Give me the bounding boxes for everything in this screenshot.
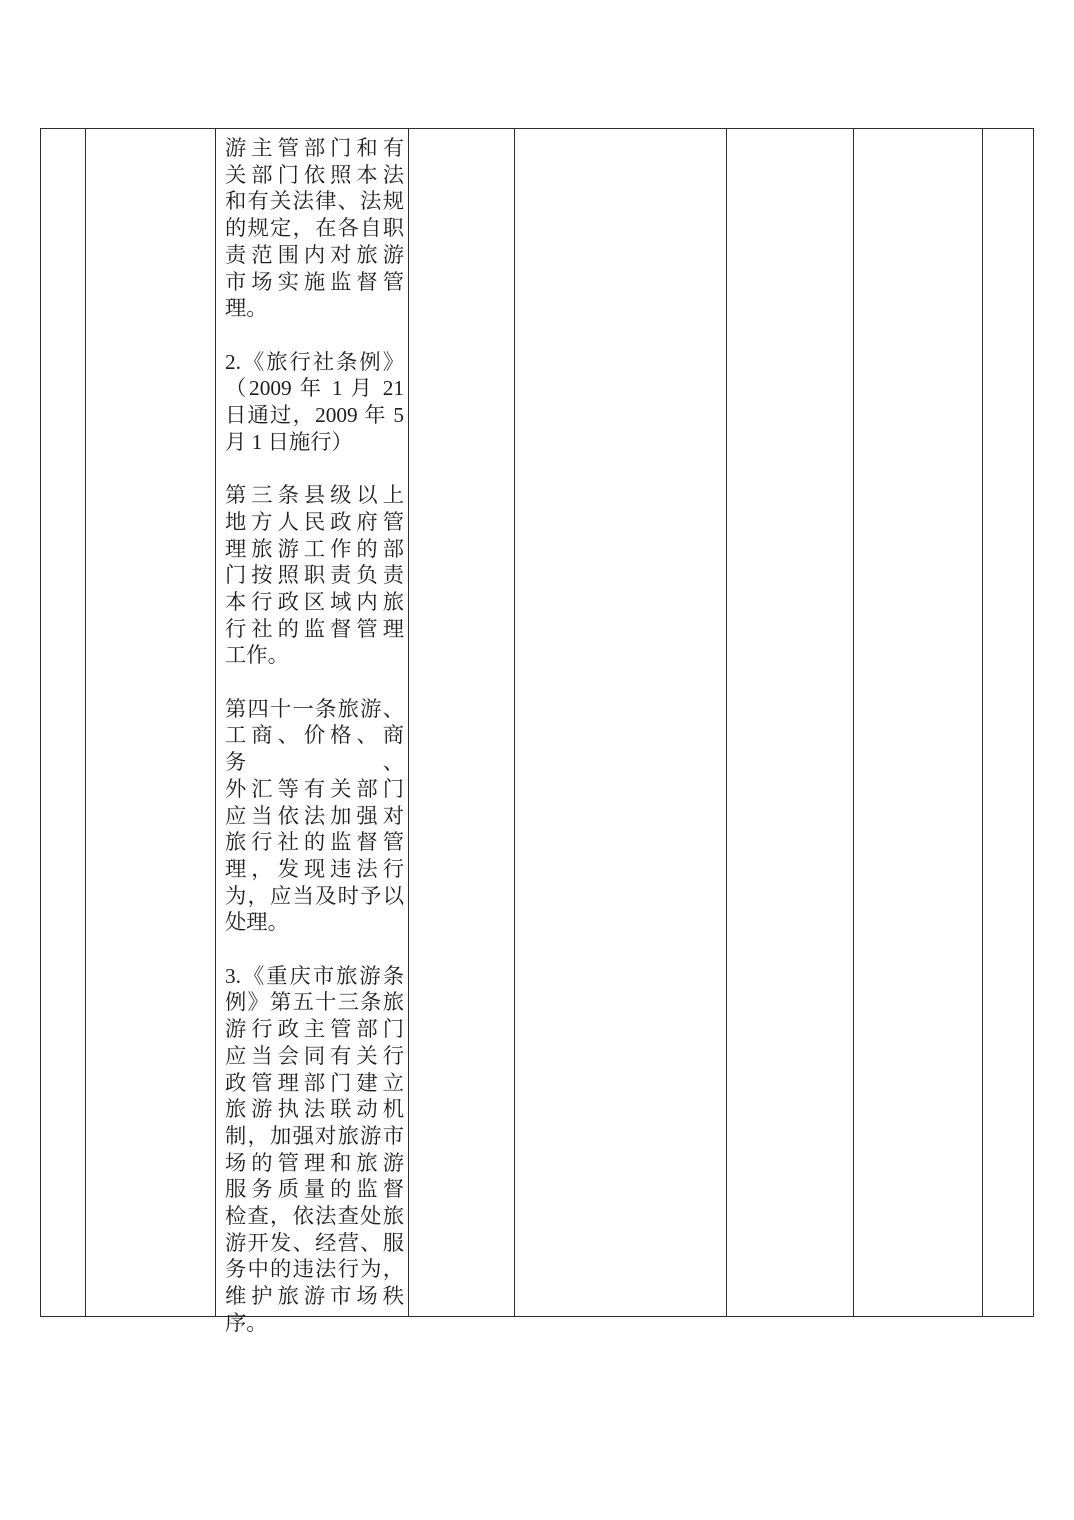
legal-basis-paragraph — [225, 963, 404, 1337]
text-line: 务中的违法行为， — [225, 1257, 404, 1282]
text-line: 制，加强对旅游市 — [225, 1123, 404, 1148]
table-column-7 — [854, 129, 983, 1316]
text-line: 应当依法加强对 — [225, 803, 404, 828]
text-line: 的规定，在各自职 — [225, 216, 404, 241]
text-line: 例》第五十三条旅 — [225, 990, 404, 1015]
text-line: 市场实施监督管 — [225, 269, 404, 294]
table-column-2 — [86, 129, 216, 1316]
text-line: 理旅游工作的部 — [225, 536, 404, 561]
text-line: 旅行社的监督管 — [225, 830, 404, 855]
text-line: 游主管部门和有 — [225, 136, 404, 160]
table-column-6 — [727, 129, 854, 1316]
text-line: 第三条县级以上 — [225, 483, 404, 508]
text-line: 第四十一条旅游、 — [225, 696, 404, 721]
legal-basis-paragraph — [225, 349, 404, 456]
text-line: （2009 年 1 月 21 — [225, 376, 404, 401]
legal-basis-paragraph — [225, 696, 404, 936]
text-line: 维护旅游市场秩 — [225, 1284, 404, 1309]
text-line: 理，发现违法行 — [225, 856, 404, 881]
text-line: 服务质量的监督 — [225, 1177, 404, 1202]
table-column-8 — [983, 129, 1034, 1316]
text-line: 序。 — [225, 1310, 268, 1335]
text-line: 责范围内对旅游 — [225, 242, 404, 267]
text-line: 关部门依照本法 — [225, 162, 404, 187]
regulation-table — [40, 128, 1034, 1335]
table-column-1 — [41, 129, 86, 1316]
text-line: 应当会同有关行 — [225, 1043, 404, 1068]
text-line: 本行政区域内旅 — [225, 589, 404, 614]
text-line: 工作。 — [225, 643, 289, 668]
table-column-4 — [409, 129, 515, 1316]
text-line: 月 1 日施行） — [225, 429, 353, 454]
legal-basis-paragraph — [225, 482, 404, 669]
legal-basis-paragraph — [225, 135, 404, 322]
text-line: 门按照职责负责 — [225, 563, 404, 588]
text-line: 行社的监督管理 — [225, 616, 404, 641]
text-line: 旅游执法联动机 — [225, 1097, 404, 1122]
table-column-legal-basis — [216, 129, 409, 1335]
text-line: 和有关法律、法规 — [225, 189, 404, 214]
text-line: 日通过，2009 年 5 — [225, 403, 404, 428]
text-line: 游开发、经营、服 — [225, 1230, 404, 1255]
text-line: 外汇等有关部门 — [225, 776, 404, 801]
text-line: 检查，依法查处旅 — [225, 1204, 404, 1229]
text-line: 政管理部门建立 — [225, 1070, 404, 1095]
text-line: 理。 — [225, 296, 268, 321]
text-line: 地方人民政府管 — [225, 509, 404, 534]
text-line: 3.《重庆市旅游条 — [225, 963, 404, 988]
text-line: 工商、价格、商务、 — [225, 723, 404, 775]
table-column-5 — [515, 129, 727, 1316]
text-line: 场的管理和旅游 — [225, 1150, 404, 1175]
text-line: 处理。 — [225, 910, 289, 935]
text-line: 2.《旅行社条例》 — [225, 349, 404, 374]
text-line: 为，应当及时予以 — [225, 883, 404, 908]
text-line: 游行政主管部门 — [225, 1017, 404, 1042]
